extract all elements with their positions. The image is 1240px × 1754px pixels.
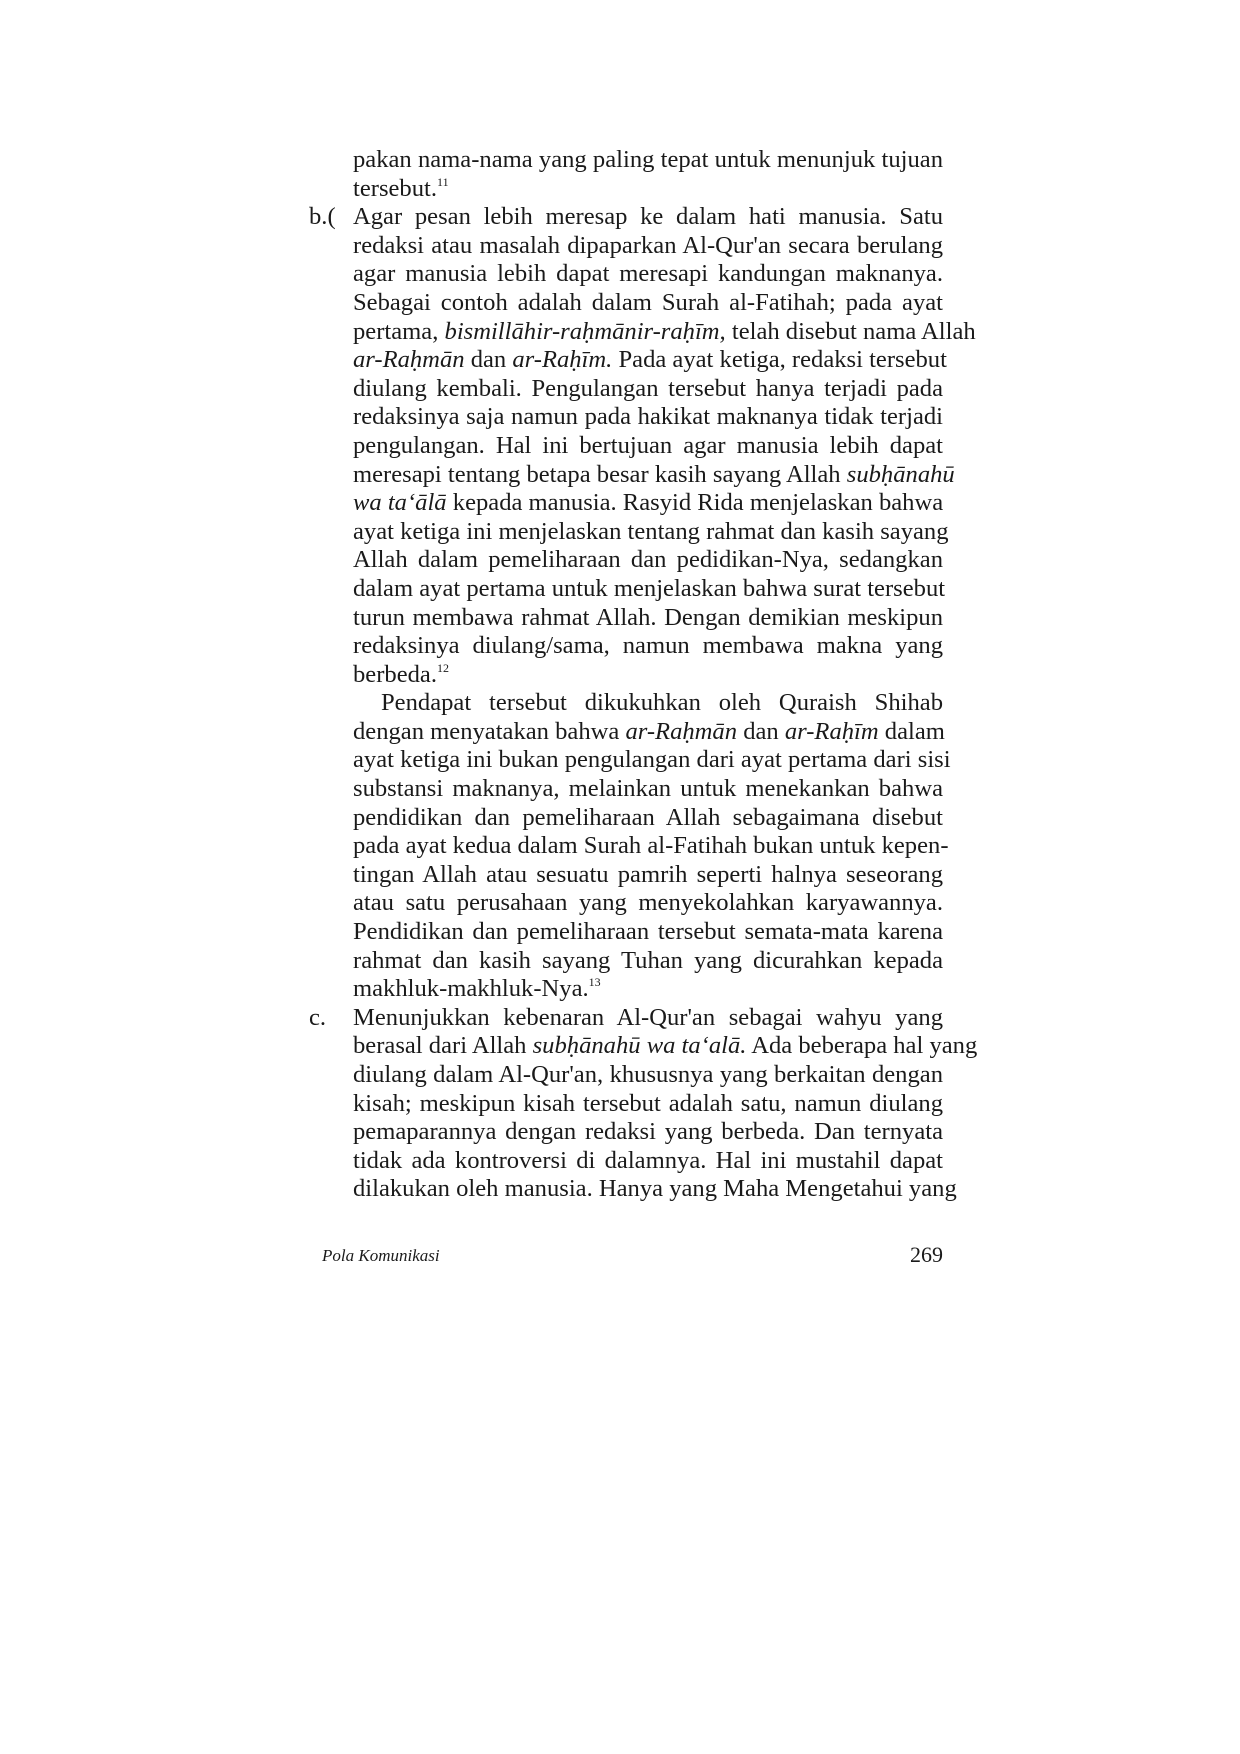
text-line: tingan Allah atau sesuatu pamrih seperti halnya seseorang (353, 860, 943, 888)
text-line (353, 661, 943, 690)
text-line: dilakukan oleh manusia. Hanya yang Maha Mengetahui yang (353, 1175, 957, 1203)
text-span: pertama, (353, 317, 439, 345)
text-span: dengan menyatakan bahwa (353, 717, 620, 745)
list-item-c (309, 1003, 943, 1033)
text-span: meresapi tentang betapa besar kasih sayang Allah (353, 460, 841, 488)
text-span: dalam (884, 717, 945, 745)
text-line (353, 975, 943, 1004)
text-span: Pada ayat ketiga, redaksi tersebut (618, 346, 947, 374)
italic-term: bismillāhir-raḥmānir-raḥīm, (444, 317, 726, 345)
text-line (353, 489, 943, 518)
text-span: makhluk-makhluk-Nya. (353, 975, 589, 1003)
list-item-b (309, 203, 943, 232)
text-line (353, 460, 955, 490)
text-line (353, 346, 947, 375)
text-line: tidak ada kontroversi di dalamnya. Hal ini mustahil dapat (353, 1146, 943, 1174)
italic-term: wa ta‘ālā (353, 489, 447, 517)
text-line: turun membawa rahmat Allah. Dengan demikian meskipun (353, 603, 943, 631)
text-line: Pendidikan dan pemeliharaan tersebut semata-mata karena (353, 918, 943, 946)
italic-term: ar-Raḥmān (353, 346, 465, 374)
italic-term: subḥānahū (846, 460, 955, 488)
text-span: berbeda. (353, 660, 437, 688)
text-line: diulang kembali. Pengulangan tersebut hanya terjadi pada (353, 374, 943, 402)
page-number: 269 (910, 1242, 943, 1267)
italic-term: ar-Raḥmān (625, 717, 738, 745)
list-label: c. (309, 1003, 327, 1031)
text-line: ayat ketiga ini menjelaskan tentang rahmat dan kasih sayang (353, 517, 949, 545)
body-text (309, 146, 978, 1204)
text-line: rahmat dan kasih sayang Tuhan yang dicurahkan kepada (353, 946, 943, 974)
text-line (353, 175, 943, 204)
text-line: dalam ayat pertama untuk menjelaskan bahwa surat tersebut (353, 574, 946, 602)
text-span: dan (470, 346, 507, 374)
footnote-marker: 11 (437, 174, 449, 189)
list-label: b.( (309, 203, 336, 231)
text-line: diulang dalam Al-Qur'an, khususnya yang berkaitan dengan (353, 1061, 943, 1088)
text-span: telah disebut nama Allah (731, 317, 976, 345)
italic-term: ar-Raḥīm. (512, 346, 613, 374)
footnote-marker: 12 (436, 660, 449, 675)
text-line: kisah; meskipun kisah tersebut adalah satu, namun diulang (353, 1089, 943, 1117)
text-span: tersebut. (353, 174, 438, 202)
text-line: redaksinya diulang/sama, namun membawa makna yang (353, 632, 943, 660)
text-line: substansi maknanya, melainkan untuk menekankan bahwa (353, 775, 943, 803)
italic-term: subḥānahū wa ta‘alā. (532, 1032, 747, 1060)
text-span: Ada beberapa hal yang (751, 1032, 978, 1060)
text-line: Sebagai contoh adalah dalam Surah al-Fatihah; pada ayat (353, 288, 943, 316)
text-line: pada ayat kedua dalam Surah al-Fatihah bukan untuk kepen- (353, 832, 949, 860)
text-line (353, 718, 943, 747)
text-line: agar manusia lebih dapat meresapi kandungan maknanya. (353, 260, 943, 288)
text-line: pengulangan. Hal ini bertujuan agar manusia lebih dapat (353, 431, 943, 459)
text-line: ayat ketiga ini bukan pengulangan dari ayat pertama dari sisi (353, 746, 951, 774)
footnote-marker: 13 (588, 975, 601, 990)
text-line: atau satu perusahaan yang menyekolahkan karyawannya. (353, 889, 943, 917)
text-line: redaksi atau masalah dipaparkan Al-Qur'an secara berulang (353, 231, 943, 259)
text-line (353, 317, 976, 347)
text-span: berasal dari Allah (353, 1032, 527, 1060)
text-line (353, 1032, 978, 1061)
text-line: Menunjukkan kebenaran Al-Qur'an sebagai wahyu yang (353, 1003, 943, 1031)
text-line: pendidikan dan pemeliharaan Allah sebagaimana disebut (353, 803, 943, 831)
text-line: Allah dalam pemeliharaan dan pedidikan-Nya, sedangkan (353, 546, 943, 574)
text-line: pakan nama-nama yang paling tepat untuk menunjuk tujuan (353, 146, 943, 173)
text-line: redaksinya saja namun pada hakikat maknanya tidak terjadi (353, 403, 943, 431)
running-title: Pola Komunikasi (322, 1246, 440, 1265)
text-line: Agar pesan lebih meresap ke dalam hati manusia. Satu (353, 203, 943, 231)
text-span: dan (743, 717, 779, 745)
italic-term: ar-Raḥīm (784, 717, 879, 745)
text-span: kepada manusia. Rasyid Rida menjelaskan bahwa (452, 489, 944, 517)
text-line: pemaparannya dengan redaksi yang berbeda. Dan ternyata (353, 1118, 943, 1146)
text-line: Pendapat tersebut dikukuhkan oleh Quraish Shihab (381, 689, 943, 717)
